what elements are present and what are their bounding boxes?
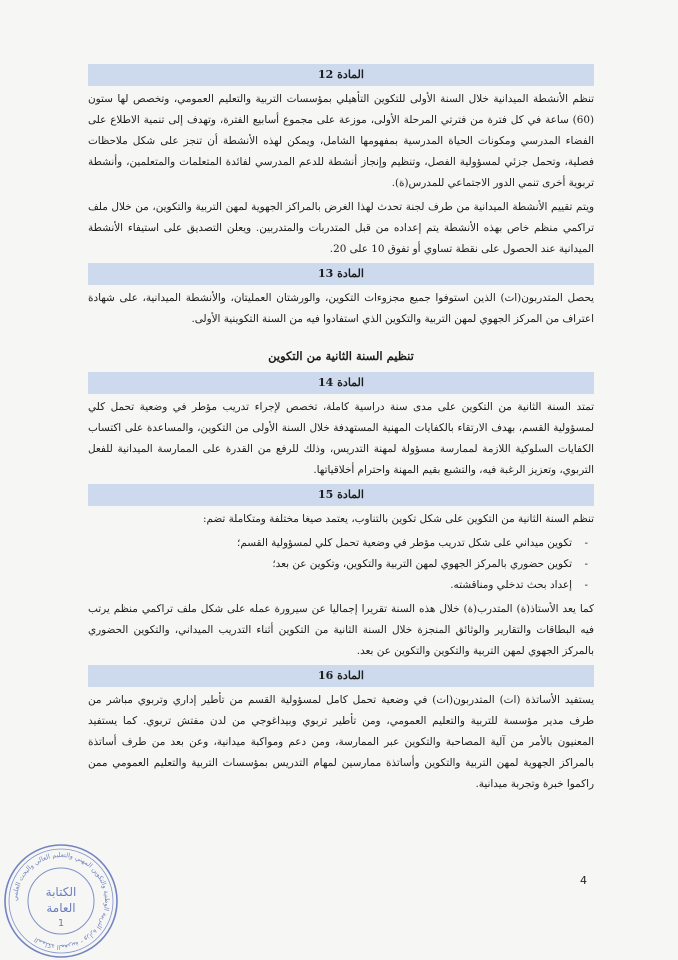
stamp-line-3: 1 [57,918,65,929]
article-14-heading: المادة 14 [88,372,594,394]
article-15-list [88,533,594,596]
article-12-paragraph-2: ويتم تقييم الأنشطة الميدانية من طرف لجنة تحدث لهذا الغرض بالمراكز الجهوية لمهن التربية والتكوين، من خلال ملف تراكمي منظم خاص بهذه الأنشطة يتم إعداده من قبل المتدربات والمتدربين. ويعلن التصديق على استيفاء الأنشطة الميدانية عند الحصول على نقطة تساوي أو تفوق 10 على 20. [88,201,594,255]
stamp-line-2: العامة [46,901,76,915]
stamp-outer-text: المملكة المغربية - وزارة التربية الوطنية والتكوين المهني والتعليم العالي والبحث العلمي [10,850,112,952]
article-16-heading: المادة 16 [88,665,594,687]
article-13-heading: المادة 13 [88,263,594,285]
article-15-intro: تنظم السنة الثانية من التكوين على شكل تكوين بالتناوب، يعتمد صيغا مختلفة ومتكاملة تضم: [202,513,594,525]
section-title: تنظيم السنة الثانية من التكوين [268,349,414,363]
article-12-heading: المادة 12 [88,64,594,86]
article-16-paragraph-1: يستفيد الأساتذة (ات) المتدربون(ات) في وضعية تحمل كامل لمسؤولية القسم من تأطير إداري وتربوي مباشر من طرف مدير مؤسسة للتربية والتعليم العمومي، ومن تأطير تربوي وبيداغوجي من لدن مفتش تربوي. كما يستفيد المعنيون بالأمر من آلية المصاحبة والتكوين عبر الممارسة، ومن دعم ومواكبة ميدانية، وعن بعد من طرف أساتذة بالمراكز الجهوية لمهن التربية والتكوين وأساتذة ممارسين لمهام التدريس بمؤسسات التربية والتعليم العمومي ممن راكموا خبرة وتجربة ميدانية. [88,694,594,790]
article-14-paragraph-1: تمتد السنة الثانية من التكوين على مدى سنة دراسية كاملة، تخصص لإجراء تدريب مؤطر في وضعية تحمل كلي لمسؤولية القسم، بهدف الارتقاء بالكفايات المهنية المستهدفة خلال السنة الأولى من التكوين، والمساعدة على اكتساب الكفايات السلوكية اللازمة لممارسة مسؤولة لمهنة التدريس، وذلك للرفع من القدرة على الممارسة الميدانية للفعل التربوي، وتعزيز الرغبة فيه، والتشبع بقيم المهنة واحترام أخلاقياتها. [88,401,594,476]
list-item: - تكوين حضوري بالمركز الجهوي لمهن التربية والتكوين، وتكوين عن بعد؛ [88,554,572,575]
official-stamp [2,842,120,960]
article-12-paragraph-1: تنظم الأنشطة الميدانية خلال السنة الأولى للتكوين التأهيلي بمؤسسات التربية والتعليم العمومي، وتخصص لها ستون (60) ساعة في كل فترة من فترتي المرحلة الأولى، موزعة على مجموع أسابيع الفترة، وتهدف إلى تنمية الاطلاع على الفضاء المدرسي ومكونات الحياة المدرسية بمفهومها الشامل، ويمكن لهذه الأنشطة أن تنجز على شكل ملاحظات فصلية، وتحمل جزئي لمسؤولية الفصل، وتنظيم وإنجاز أنشطة للدعم المدرسي لفائدة المتعلمات والمتعلمين، وأنشطة تربوية أخرى تنمي الدور الاجتماعي للمدرس(ة). [88,93,594,189]
article-15-heading: المادة 15 [88,484,594,506]
article-13-paragraph-1: يحصل المتدربون(ات) الذين استوفوا جميع مجزوءات التكوين، والورشتان العمليتان، والأنشطة الميدانية، على شهادة اعتراف من المركز الجهوي لمهن التربية والتكوين الذي استفادوا فيه من السنة التكوينية الأولى. [88,292,594,325]
stamp-line-1: الكتابة [45,885,77,899]
list-item: - تكوين ميداني على شكل تدريب مؤطر في وضعية تحمل كلي لمسؤولية القسم؛ [88,533,572,554]
article-15-paragraph-2: كما يعد الأستاذ(ة) المتدرب(ة) خلال هذه السنة تقريرا إجماليا عن سيرورة عمله على شكل ملف تراكمي منظم يرتب فيه البطاقات والتقارير والوثائق المنجزة خلال السنة الثانية من التكوين أثناء التدريب الميداني، والتكوين الحضوري بالمركز الجهوي لمهن التربية والتكوين والتكوين عن بعد. [88,603,594,657]
page-content [88,64,594,798]
list-item: - إعداد بحث تدخلي ومناقشته. [88,575,572,596]
page-number: 4 [580,874,587,887]
